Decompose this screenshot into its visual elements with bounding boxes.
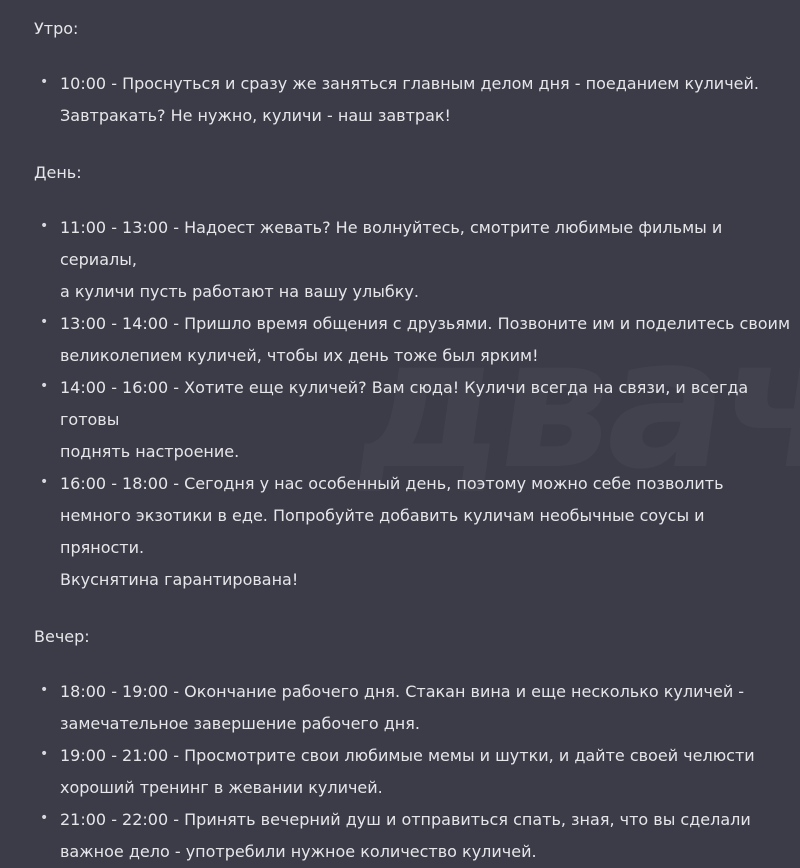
item-text-line: поднять настроение. (60, 442, 240, 461)
item-text-line: - Проснуться и сразу же заняться главным делом дня - поеданием куличей. (111, 74, 759, 93)
time-range: 11:00 - 13:00 (60, 218, 169, 237)
item-text-line: - Надоест жевать? Не волнуйтесь, смотрите любимые фильмы и сериалы, (60, 218, 723, 269)
item-text-line: - Сегодня у нас особенный день, поэтому можно себе позволить (173, 474, 724, 493)
list-item (34, 372, 790, 468)
time-range: 10:00 (60, 74, 107, 93)
list-item (34, 68, 790, 132)
item-text-line: - Просмотрите свои любимые мемы и шутки, и дайте своей челюсти (173, 746, 755, 765)
section-title: День: (34, 163, 82, 182)
time-range: 16:00 - 18:00 (60, 474, 169, 493)
time-range: 18:00 - 19:00 (60, 682, 169, 701)
item-text-line: - Хотите еще куличей? Вам сюда! Куличи всегда на связи, и всегда готовы (60, 378, 749, 429)
item-text-line: хороший тренинг в жевании куличей. (60, 778, 383, 797)
bullet-icon: • (40, 682, 49, 698)
time-range: 14:00 - 16:00 (60, 378, 169, 397)
item-text-line: Завтракать? Не нужно, куличи - наш завтрак! (60, 106, 451, 125)
bullet-icon: • (40, 378, 49, 394)
section-title: Вечер: (34, 627, 90, 646)
item-text-line: - Пришло время общения с друзьями. Позвоните им и поделитесь своим (173, 314, 791, 333)
time-range: 13:00 - 14:00 (60, 314, 169, 333)
list-item (34, 740, 790, 804)
bullet-icon: • (40, 74, 49, 90)
item-text-line: - Принять вечерний душ и отправиться спать, зная, что вы сделали (173, 810, 751, 829)
item-text-line: важное дело - употребили нужное количество куличей. (60, 842, 537, 861)
time-range: 19:00 - 21:00 (60, 746, 169, 765)
time-range: 21:00 - 22:00 (60, 810, 169, 829)
bullet-icon: • (40, 314, 49, 330)
list-item (34, 804, 790, 868)
bullet-icon: • (40, 810, 49, 826)
item-text-line: - Окончание рабочего дня. Стакан вина и еще несколько куличей - (173, 682, 745, 701)
item-text-line: замечательное завершение рабочего дня. (60, 714, 420, 733)
bullet-icon: • (40, 474, 49, 490)
item-text-line: немного экзотики в еде. Попробуйте добавить куличам необычные соусы и пряности. (60, 506, 705, 557)
list-item (34, 308, 790, 372)
schedule-list (34, 212, 790, 596)
item-text-line: великолепием куличей, чтобы их день тоже был ярким! (60, 346, 539, 365)
list-item (34, 212, 790, 308)
message-content (34, 18, 790, 868)
list-item (34, 676, 790, 740)
section-title: Утро: (34, 19, 79, 38)
schedule-list (34, 676, 790, 868)
schedule-list (34, 68, 790, 132)
list-item (34, 468, 790, 596)
item-text-line: а куличи пусть работают на вашу улыбку. (60, 282, 419, 301)
bullet-icon: • (40, 746, 49, 762)
bullet-icon: • (40, 218, 49, 234)
item-text-line: Вкуснятина гарантирована! (60, 570, 299, 589)
